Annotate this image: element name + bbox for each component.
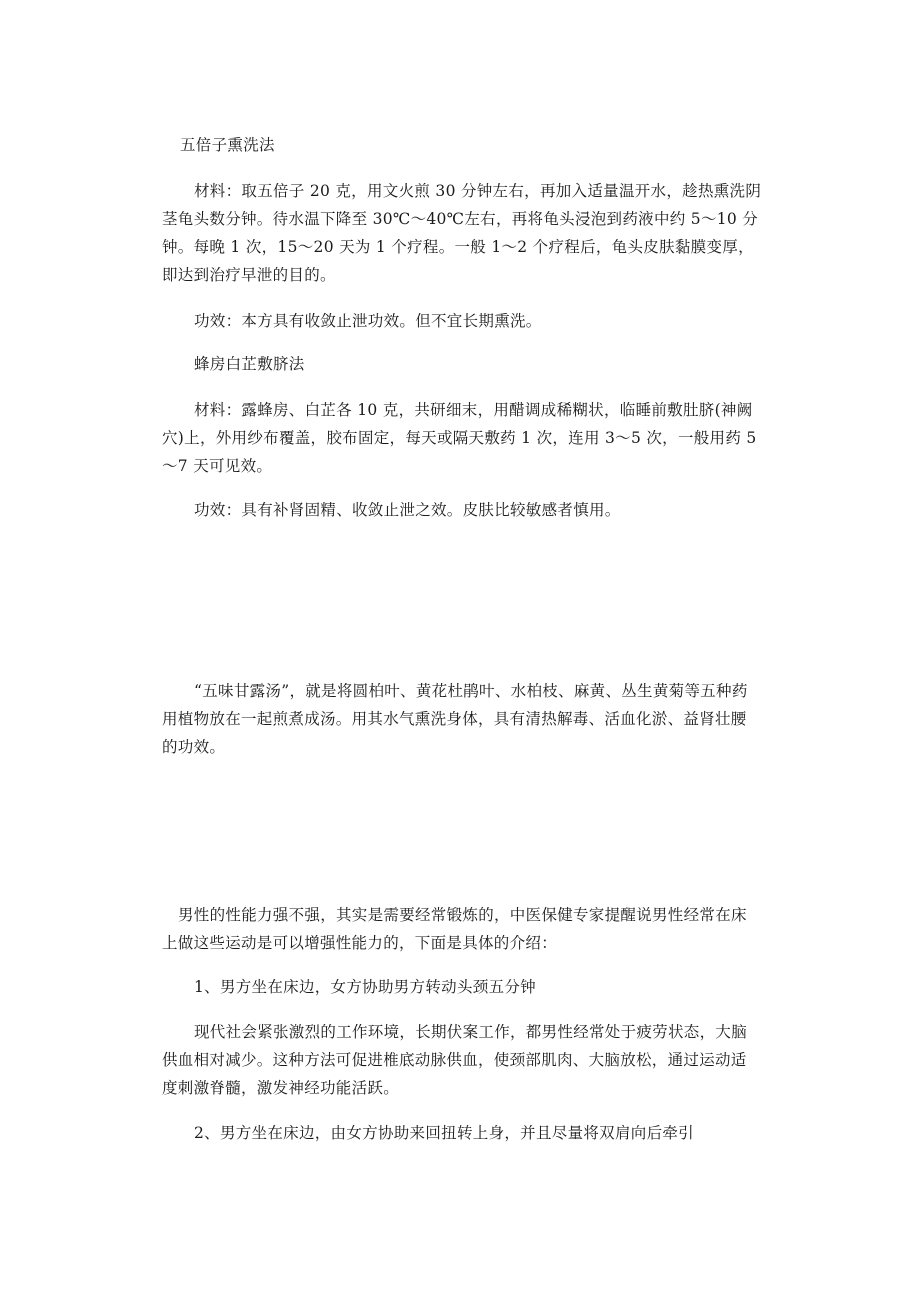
- exercise-item-1-title: 1、男方坐在床边，女方协助男方转动头颈五分钟: [194, 978, 536, 996]
- material-paragraph-fengfang: 材料：露蜂房、白芷各 10 克，共研细末，用醋调成稀糊状，临睡前敷肚脐(神阙穴)上，外用纱布覆盖，胶布固定，每天或隔天敷药 1 次，连用 3～5 次，一般用药 5～7 天可见效。: [162, 401, 757, 475]
- section-title-wubeizi: 五倍子熏洗法: [180, 136, 275, 154]
- effect-paragraph-wubeizi: 功效：本方具有收敛止泄功效。但不宜长期熏洗。: [194, 312, 542, 330]
- wuwei-ganlu-paragraph: “五味甘露汤”，就是将圆柏叶、黄花杜鹃叶、水柏枝、麻黄、丛生黄菊等五种药用植物放在一起煎煮成汤。用其水气熏洗身体，具有清热解毒、活血化淤、益肾壮腰的功效。: [162, 682, 748, 756]
- exercise-intro-paragraph: 男性的性能力强不强，其实是需要经常锻炼的，中医保健专家提醒说男性经常在床上做这些运动是可以增强性能力的，下面是具体的介绍：: [162, 906, 747, 952]
- material-paragraph-wubeizi: 材料：取五倍子 20 克，用文火煎 30 分钟左右，再加入适量温开水，趁热熏洗阴茎龟头数分钟。待水温下降至 30℃～40℃左右，再将龟头浸泡到药液中约 5～10 分钟。每晚 1 次，15～20 天为 1 个疗程。一般 1～2 个疗程后，龟头皮肤黏膜变厚，即达到治疗早泄的目的。: [162, 182, 762, 284]
- section-title-fengfang: 蜂房白芷敷脐法: [194, 355, 305, 373]
- exercise-item-1-text: 现代社会紧张激烈的工作环境，长期伏案工作，都男性经常处于疲劳状态，大脑供血相对减少。这种方法可促进椎底动脉供血，使颈部肌肉、大脑放松，通过运动适度刺激脊髓，激发神经功能活跃。: [162, 1023, 748, 1097]
- effect-paragraph-fengfang: 功效：具有补肾固精、收敛止泄之效。皮肤比较敏感者慎用。: [194, 501, 621, 519]
- exercise-item-2-title: 2、男方坐在床边，由女方协助来回扭转上身，并且尽量将双肩向后牵引: [194, 1124, 694, 1142]
